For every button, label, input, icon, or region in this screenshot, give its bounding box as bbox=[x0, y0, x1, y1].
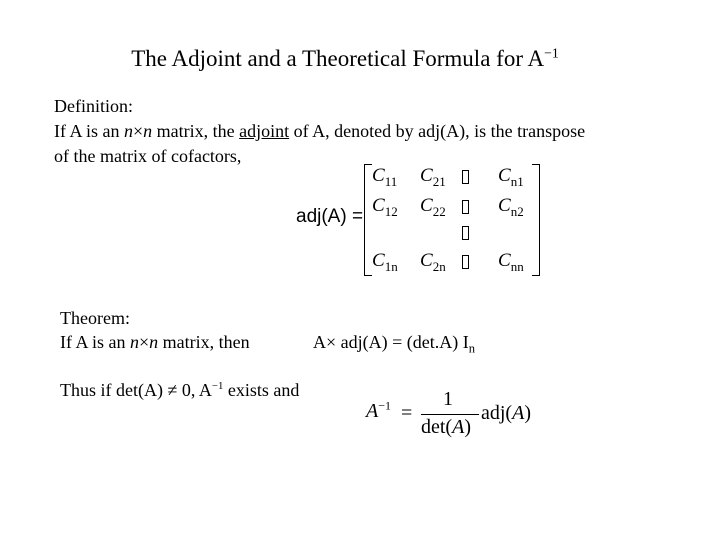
theorem-n1: n bbox=[130, 332, 139, 352]
matrix-dots bbox=[462, 255, 469, 274]
theorem-n2: n bbox=[149, 332, 159, 352]
definition-times: × bbox=[133, 121, 144, 141]
inverse-rhs bbox=[481, 402, 531, 425]
definition-text-a: If A is an bbox=[54, 121, 124, 141]
conclusion-line bbox=[60, 380, 299, 401]
title-superscript: −1 bbox=[544, 45, 559, 61]
matrix-cell: $C_{2n}$ bbox=[420, 250, 446, 274]
matrix-cell: $C_{nn}$ bbox=[498, 250, 524, 274]
matrix-cell: $C_{n2}$ bbox=[498, 195, 524, 219]
definition-n1: n bbox=[124, 121, 133, 141]
definition-adjoint-term: adjoint bbox=[239, 121, 290, 141]
definition-text-b: matrix, the bbox=[152, 121, 240, 141]
denominator-var: A bbox=[452, 416, 465, 438]
theorem-line bbox=[60, 332, 250, 353]
matrix-cell: $C_{11}$ bbox=[372, 165, 398, 189]
matrix-right-bracket bbox=[532, 164, 540, 276]
conclusion-text-b: exists and bbox=[223, 380, 300, 400]
denominator-text-a: det( bbox=[421, 416, 453, 438]
denominator-text-b: ) bbox=[464, 416, 471, 438]
inverse-denominator bbox=[421, 416, 471, 439]
theorem-label: Theorem: bbox=[60, 308, 130, 328]
matrix-label: adj(A) = bbox=[296, 206, 364, 227]
definition-label: Definition: bbox=[54, 96, 133, 116]
inverse-lhs-sup: −1 bbox=[378, 398, 391, 413]
matrix-cell: $C_{22}$ bbox=[420, 195, 446, 219]
rhs-text-b: ) bbox=[524, 402, 531, 424]
title-text: The Adjoint and a Theoretical Formula for A bbox=[131, 46, 545, 71]
definition-line-2: of the matrix of cofactors, bbox=[54, 146, 242, 166]
inverse-lhs bbox=[366, 400, 391, 423]
definition-n2: n bbox=[143, 121, 153, 141]
conclusion-superscript: −1 bbox=[211, 380, 224, 392]
rhs-var: A bbox=[512, 402, 525, 424]
definition-text-c: of A, denoted by adj(A), is the transpose bbox=[289, 121, 586, 141]
matrix-dots bbox=[462, 226, 469, 245]
inverse-numerator: 1 bbox=[443, 388, 453, 410]
matrix-cell: $C_{12}$ bbox=[372, 195, 398, 219]
matrix-dots bbox=[462, 170, 469, 189]
matrix-cell: $C_{21}$ bbox=[420, 165, 446, 189]
inverse-equals: = bbox=[401, 402, 413, 424]
matrix-cell: $C_{1n}$ bbox=[372, 250, 398, 274]
theorem-text-a: If A is an bbox=[60, 332, 130, 352]
matrix-left-bracket bbox=[364, 164, 372, 276]
theorem-equation bbox=[313, 332, 476, 356]
theorem-text-b: matrix, then bbox=[158, 332, 250, 352]
inverse-lhs-base: A bbox=[366, 400, 379, 422]
definition-line-1 bbox=[54, 121, 585, 142]
matrix-cell: $C_{n1}$ bbox=[498, 165, 524, 189]
theorem-equation-main: A× adj(A) = (det.A) I bbox=[313, 332, 469, 352]
fraction-bar bbox=[421, 414, 479, 415]
page-title bbox=[0, 46, 690, 72]
rhs-text-a: adj( bbox=[481, 402, 513, 424]
matrix-dots bbox=[462, 200, 469, 219]
theorem-times: × bbox=[139, 332, 150, 352]
theorem-equation-sub: n bbox=[468, 341, 476, 356]
conclusion-text-a: Thus if det(A) ≠ 0, A bbox=[60, 380, 212, 400]
